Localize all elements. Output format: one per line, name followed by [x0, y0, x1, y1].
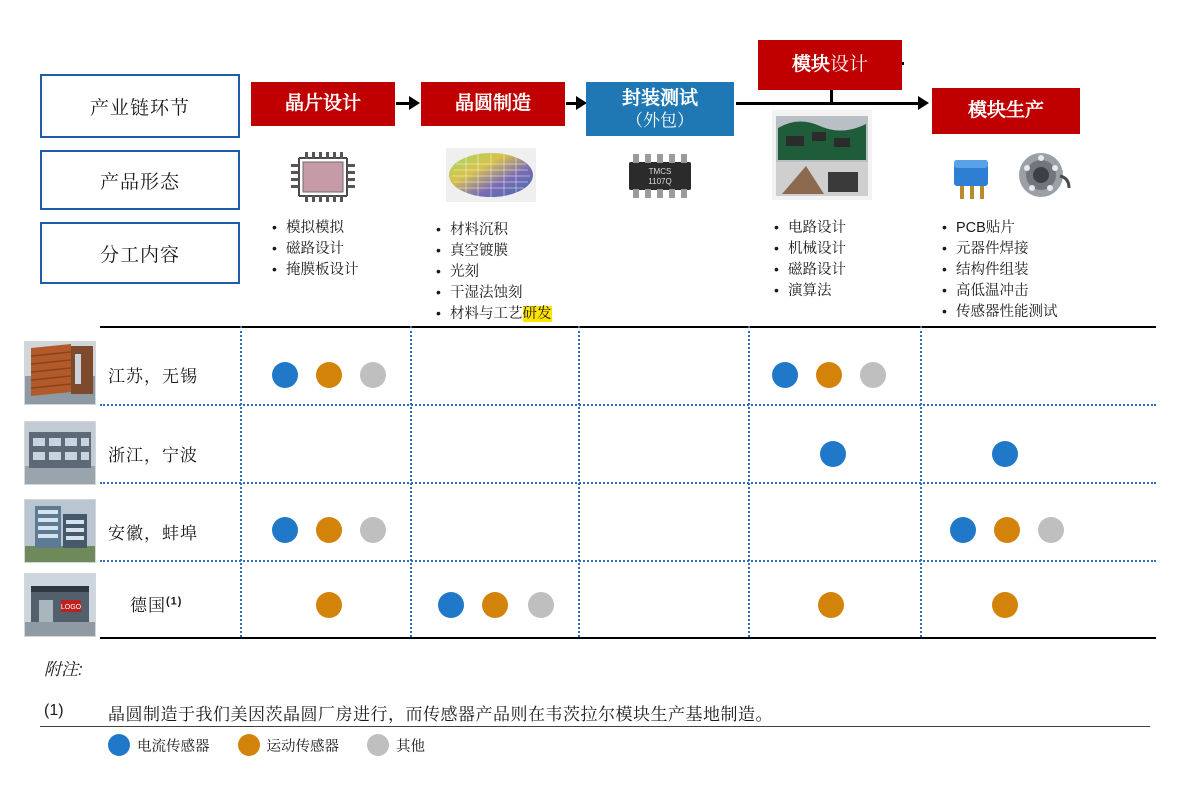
stage-chip-module-production-label: 模块生产 [967, 100, 1044, 122]
bullet-item: • 磁路设计 [772, 260, 846, 281]
dot-current-sensor [438, 592, 464, 618]
dot-current-sensor [820, 441, 846, 467]
site-name-germany-text: 德国 [130, 596, 166, 615]
dot-motion-sensor [316, 517, 342, 543]
stage-chip-module-production[interactable] [932, 88, 1080, 134]
matrix-col-separator [410, 326, 412, 637]
svg-text:1107Q: 1107Q [648, 177, 672, 186]
bullet-item: • 磁路设计 [270, 239, 359, 260]
bullets-module-production [940, 218, 1058, 323]
legend-dot-motion-sensor [238, 734, 260, 756]
legend-label-current-sensor: 电流传感器 [137, 738, 210, 755]
bullet-item: • 结构件组装 [940, 260, 1058, 281]
chip-die-icon [281, 148, 365, 206]
matrix-row-separator [100, 482, 1156, 484]
stage-chip-package-test-sub: （外包） [625, 111, 694, 131]
dot-motion-sensor [818, 592, 844, 618]
site-name-germany [130, 591, 250, 616]
legend-dot-current-sensor [108, 734, 130, 756]
bullet-item: • 掩膜板设计 [270, 260, 359, 281]
row-label-chain [40, 74, 240, 138]
germany-plant-entrance-photo [24, 573, 96, 637]
site-name-germany-footnote-ref: (1) [166, 595, 183, 608]
arrow-chip-to-wafer-line [396, 102, 410, 105]
dot-other [528, 592, 554, 618]
dot-current-sensor [950, 517, 976, 543]
wheel-hub-sensor-icon [1010, 146, 1072, 204]
dot-current-sensor [772, 362, 798, 388]
bullet-item: • PCB贴片 [940, 218, 1058, 239]
stage-chip-wafer-manufacturing[interactable] [421, 82, 565, 126]
stage-chip-package-test[interactable] [586, 82, 734, 136]
stage-chip-chip-design[interactable] [251, 82, 395, 126]
arrow-package-to-module-icon [918, 96, 929, 110]
matrix-row-separator [100, 560, 1156, 562]
bullet-item: • 真空镀膜 [434, 241, 552, 262]
stage-chip-module-design[interactable] [758, 40, 902, 90]
row-label-form [40, 150, 240, 210]
site-name-ningbo [108, 441, 238, 466]
arrow-package-to-module-line [736, 102, 922, 105]
bullet-item: • 机械设计 [772, 239, 846, 260]
legend-item-motion-sensor [238, 734, 340, 756]
soic-package-icon [613, 148, 707, 204]
legend-item-other [367, 734, 425, 756]
footnote-number: (1) [44, 702, 64, 719]
stage-chip-package-test-label: 封装测试 [621, 87, 698, 109]
row-label-chain-text: 产业链环节 [89, 97, 190, 119]
dot-other [860, 362, 886, 388]
site-name-wuxi-text: 江苏，无锡 [108, 367, 198, 386]
svg-text:LOGO: LOGO [60, 604, 82, 611]
site-name-bengbu-text: 安徽，蚌埠 [108, 524, 198, 543]
dot-motion-sensor [316, 592, 342, 618]
footnote-title: 附注: [44, 660, 83, 679]
grey-factory-building-photo [24, 421, 96, 485]
legend-label-other: 其他 [396, 738, 425, 755]
matrix-row-separator [100, 404, 1156, 406]
bullet-item: • 模拟模拟 [270, 218, 359, 239]
dot-motion-sensor [316, 362, 342, 388]
stage-chip-module-design-label: 模块 [791, 54, 830, 76]
dot-current-sensor [272, 517, 298, 543]
site-name-ningbo-text: 浙江，宁波 [108, 446, 198, 465]
matrix-top-rule [100, 326, 1156, 328]
dot-other [1038, 517, 1064, 543]
stage-chip-chip-design-label: 晶片设计 [284, 93, 361, 115]
modern-office-building-photo [24, 499, 96, 563]
stage-chip-module-design-sub: 设计 [830, 54, 869, 76]
bullet-item: • 电路设计 [772, 218, 846, 239]
legend-dot-other [367, 734, 389, 756]
bullets-module-design [772, 218, 846, 302]
bullet-item: • 干湿法蚀刻 [434, 283, 552, 304]
bullet-item: • 光刻 [434, 262, 552, 283]
bullet-item: • 材料沉积 [434, 220, 552, 241]
matrix-col-separator [748, 326, 750, 637]
bullet-item: • 传感器性能测试 [940, 302, 1058, 323]
bullet-item: • 高低温冲击 [940, 281, 1058, 302]
footnote-rule [40, 726, 1150, 727]
legend-item-current-sensor [108, 734, 210, 756]
stage-chip-wafer-manufacturing-label: 晶圆制造 [454, 93, 531, 115]
dot-current-sensor [992, 441, 1018, 467]
site-name-wuxi [108, 362, 238, 387]
dot-current-sensor [272, 362, 298, 388]
legend [108, 734, 443, 756]
wafer-icon [446, 148, 536, 202]
dot-motion-sensor [994, 517, 1020, 543]
dot-motion-sensor [992, 592, 1018, 618]
svg-text:TMCS: TMCS [648, 167, 672, 176]
dot-motion-sensor [482, 592, 508, 618]
matrix-col-separator [578, 326, 580, 637]
bullets-chip-design [270, 218, 359, 281]
matrix-bottom-rule [100, 637, 1156, 639]
row-label-form-text: 产品形态 [99, 171, 180, 193]
site-name-bengbu [108, 519, 238, 544]
brick-office-building-photo [24, 341, 96, 405]
dot-motion-sensor [816, 362, 842, 388]
bullet-item: • 演算法 [772, 281, 846, 302]
legend-label-motion-sensor: 运动传感器 [266, 738, 339, 755]
matrix-col-separator [920, 326, 922, 637]
dot-other [360, 517, 386, 543]
dot-other [360, 362, 386, 388]
bullet-highlight-text: 研发 [522, 306, 552, 322]
bullets-wafer-manufacturing [434, 220, 552, 325]
footnote-text: 晶圆制造于我们美因茨晶圆厂房进行，而传感器产品则在韦茨拉尔模块生产基地制造。 [108, 705, 773, 724]
sensor-module-icon [940, 148, 1002, 204]
row-label-duty-text: 分工内容 [99, 244, 180, 266]
arrow-chip-to-wafer-icon [409, 96, 420, 110]
module-pcb-icon [772, 110, 872, 200]
bullet-item-highlighted: • 材料与工艺研发 [434, 304, 552, 325]
row-label-duty [40, 222, 240, 284]
bullet-item: • 元器件焊接 [940, 239, 1058, 260]
